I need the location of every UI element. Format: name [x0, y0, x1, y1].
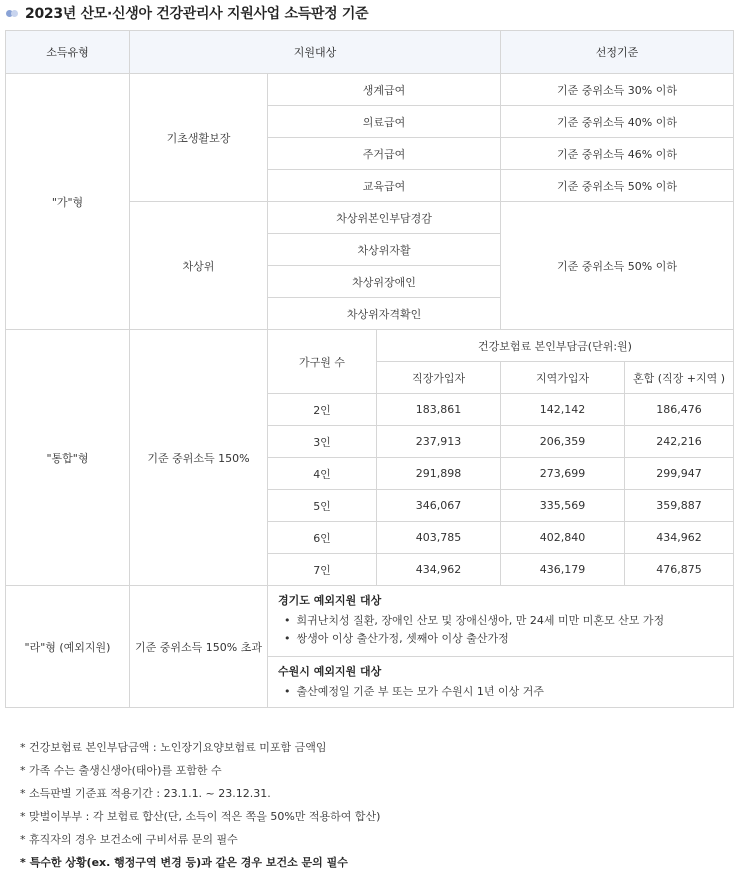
gyeonggi-exception-title: 경기도 예외지원 대상	[278, 594, 382, 607]
near-poverty-criteria: 기준 중위소득 50% 이하	[501, 202, 734, 330]
household-size: 5인	[268, 490, 377, 522]
premium-value: 402,840	[501, 522, 625, 554]
table-row	[6, 74, 734, 106]
footnote: * 가족 수는 출생신생아(태아)를 포함한 수	[20, 764, 222, 777]
premium-value: 346,067	[377, 490, 501, 522]
near-poverty-item: 차상위장애인	[268, 266, 501, 298]
suwon-exception-title: 수원시 예외지원 대상	[278, 665, 382, 678]
near-poverty-label: 차상위	[130, 202, 268, 330]
income-criteria-table	[5, 30, 734, 708]
premium-value: 434,962	[377, 554, 501, 586]
benefit-name: 교육급여	[268, 170, 501, 202]
list-item: • 희귀난치성 질환, 장애인 산모 및 장애신생아, 만 24세 미만 미혼모 산모 가정	[284, 612, 733, 630]
list-item: • 출산예정일 기준 부 또는 모가 수원시 1년 이상 거주	[284, 683, 733, 701]
basic-living-label: 기초생활보장	[130, 74, 268, 202]
near-poverty-item: 차상위본인부담경감	[268, 202, 501, 234]
premium-value: 476,875	[625, 554, 734, 586]
benefit-name: 주거급여	[268, 138, 501, 170]
page-title	[6, 3, 368, 23]
premium-value: 359,887	[625, 490, 734, 522]
premium-value: 291,898	[377, 458, 501, 490]
household-size: 6인	[268, 522, 377, 554]
premium-value: 299,947	[625, 458, 734, 490]
premium-value: 183,861	[377, 394, 501, 426]
premium-value: 434,962	[625, 522, 734, 554]
household-size: 4인	[268, 458, 377, 490]
list-item: • 쌍생아 이상 출산가정, 셋째아 이상 출산가정	[284, 630, 733, 648]
divider	[268, 656, 733, 657]
footnotes	[20, 736, 380, 874]
table-header-row	[6, 31, 734, 74]
exception-targets	[268, 586, 734, 708]
type-ga: "가"형	[6, 74, 130, 330]
ra-criteria: 기준 중위소득 150% 초과	[130, 586, 268, 708]
near-poverty-item: 차상위자격확인	[268, 298, 501, 330]
household-size: 3인	[268, 426, 377, 458]
footnote: * 휴직자의 경우 보건소에 구비서류 문의 필수	[20, 833, 238, 846]
bullet-dots-icon	[6, 10, 18, 17]
benefit-criteria: 기준 중위소득 40% 이하	[501, 106, 734, 138]
page-title-text: 2023년 산모·신생아 건강관리사 지원사업 소득판정 기준	[25, 6, 369, 22]
footnote-important: * 특수한 상황(ex. 행정구역 변경 등)과 같은 경우 보건소 문의 필수	[20, 856, 348, 869]
household-size: 2인	[268, 394, 377, 426]
premium-value: 242,216	[625, 426, 734, 458]
premium-value: 403,785	[377, 522, 501, 554]
premium-value: 186,476	[625, 394, 734, 426]
premium-value: 142,142	[501, 394, 625, 426]
footnote: * 맞벌이부부 : 각 보험료 합산(단, 소득이 적은 쪽을 50%만 적용하여 합산)	[20, 810, 381, 823]
household-size-header: 가구원 수	[268, 330, 377, 394]
premium-header: 건강보험료 본인부담금(단위:원)	[377, 330, 734, 362]
benefit-criteria: 기준 중위소득 30% 이하	[501, 74, 734, 106]
premium-value: 335,569	[501, 490, 625, 522]
household-size: 7인	[268, 554, 377, 586]
header-selection-criteria: 선정기준	[501, 31, 734, 74]
benefit-criteria: 기준 중위소득 50% 이하	[501, 170, 734, 202]
table-row	[6, 330, 734, 362]
col-employee: 직장가입자	[377, 362, 501, 394]
premium-value: 206,359	[501, 426, 625, 458]
premium-value: 237,913	[377, 426, 501, 458]
type-ra: "라"형 (예외지원)	[6, 586, 130, 708]
near-poverty-item: 차상위자활	[268, 234, 501, 266]
header-support-target: 지원대상	[130, 31, 501, 74]
table-row	[6, 586, 734, 708]
footnote: * 소득판별 기준표 적용기간 : 23.1.1. ~ 23.12.31.	[20, 787, 271, 800]
benefit-name: 의료급여	[268, 106, 501, 138]
tonghap-criteria: 기준 중위소득 150%	[130, 330, 268, 586]
benefit-criteria: 기준 중위소득 46% 이하	[501, 138, 734, 170]
col-regional: 지역가입자	[501, 362, 625, 394]
benefit-name: 생계급여	[268, 74, 501, 106]
header-income-type: 소득유형	[6, 31, 130, 74]
premium-value: 436,179	[501, 554, 625, 586]
footnote: * 건강보험료 본인부담금액 : 노인장기요양보험료 미포함 금액임	[20, 741, 327, 754]
type-tonghap: "통합"형	[6, 330, 130, 586]
premium-value: 273,699	[501, 458, 625, 490]
col-mixed: 혼합 (직장 +지역 )	[625, 362, 734, 394]
